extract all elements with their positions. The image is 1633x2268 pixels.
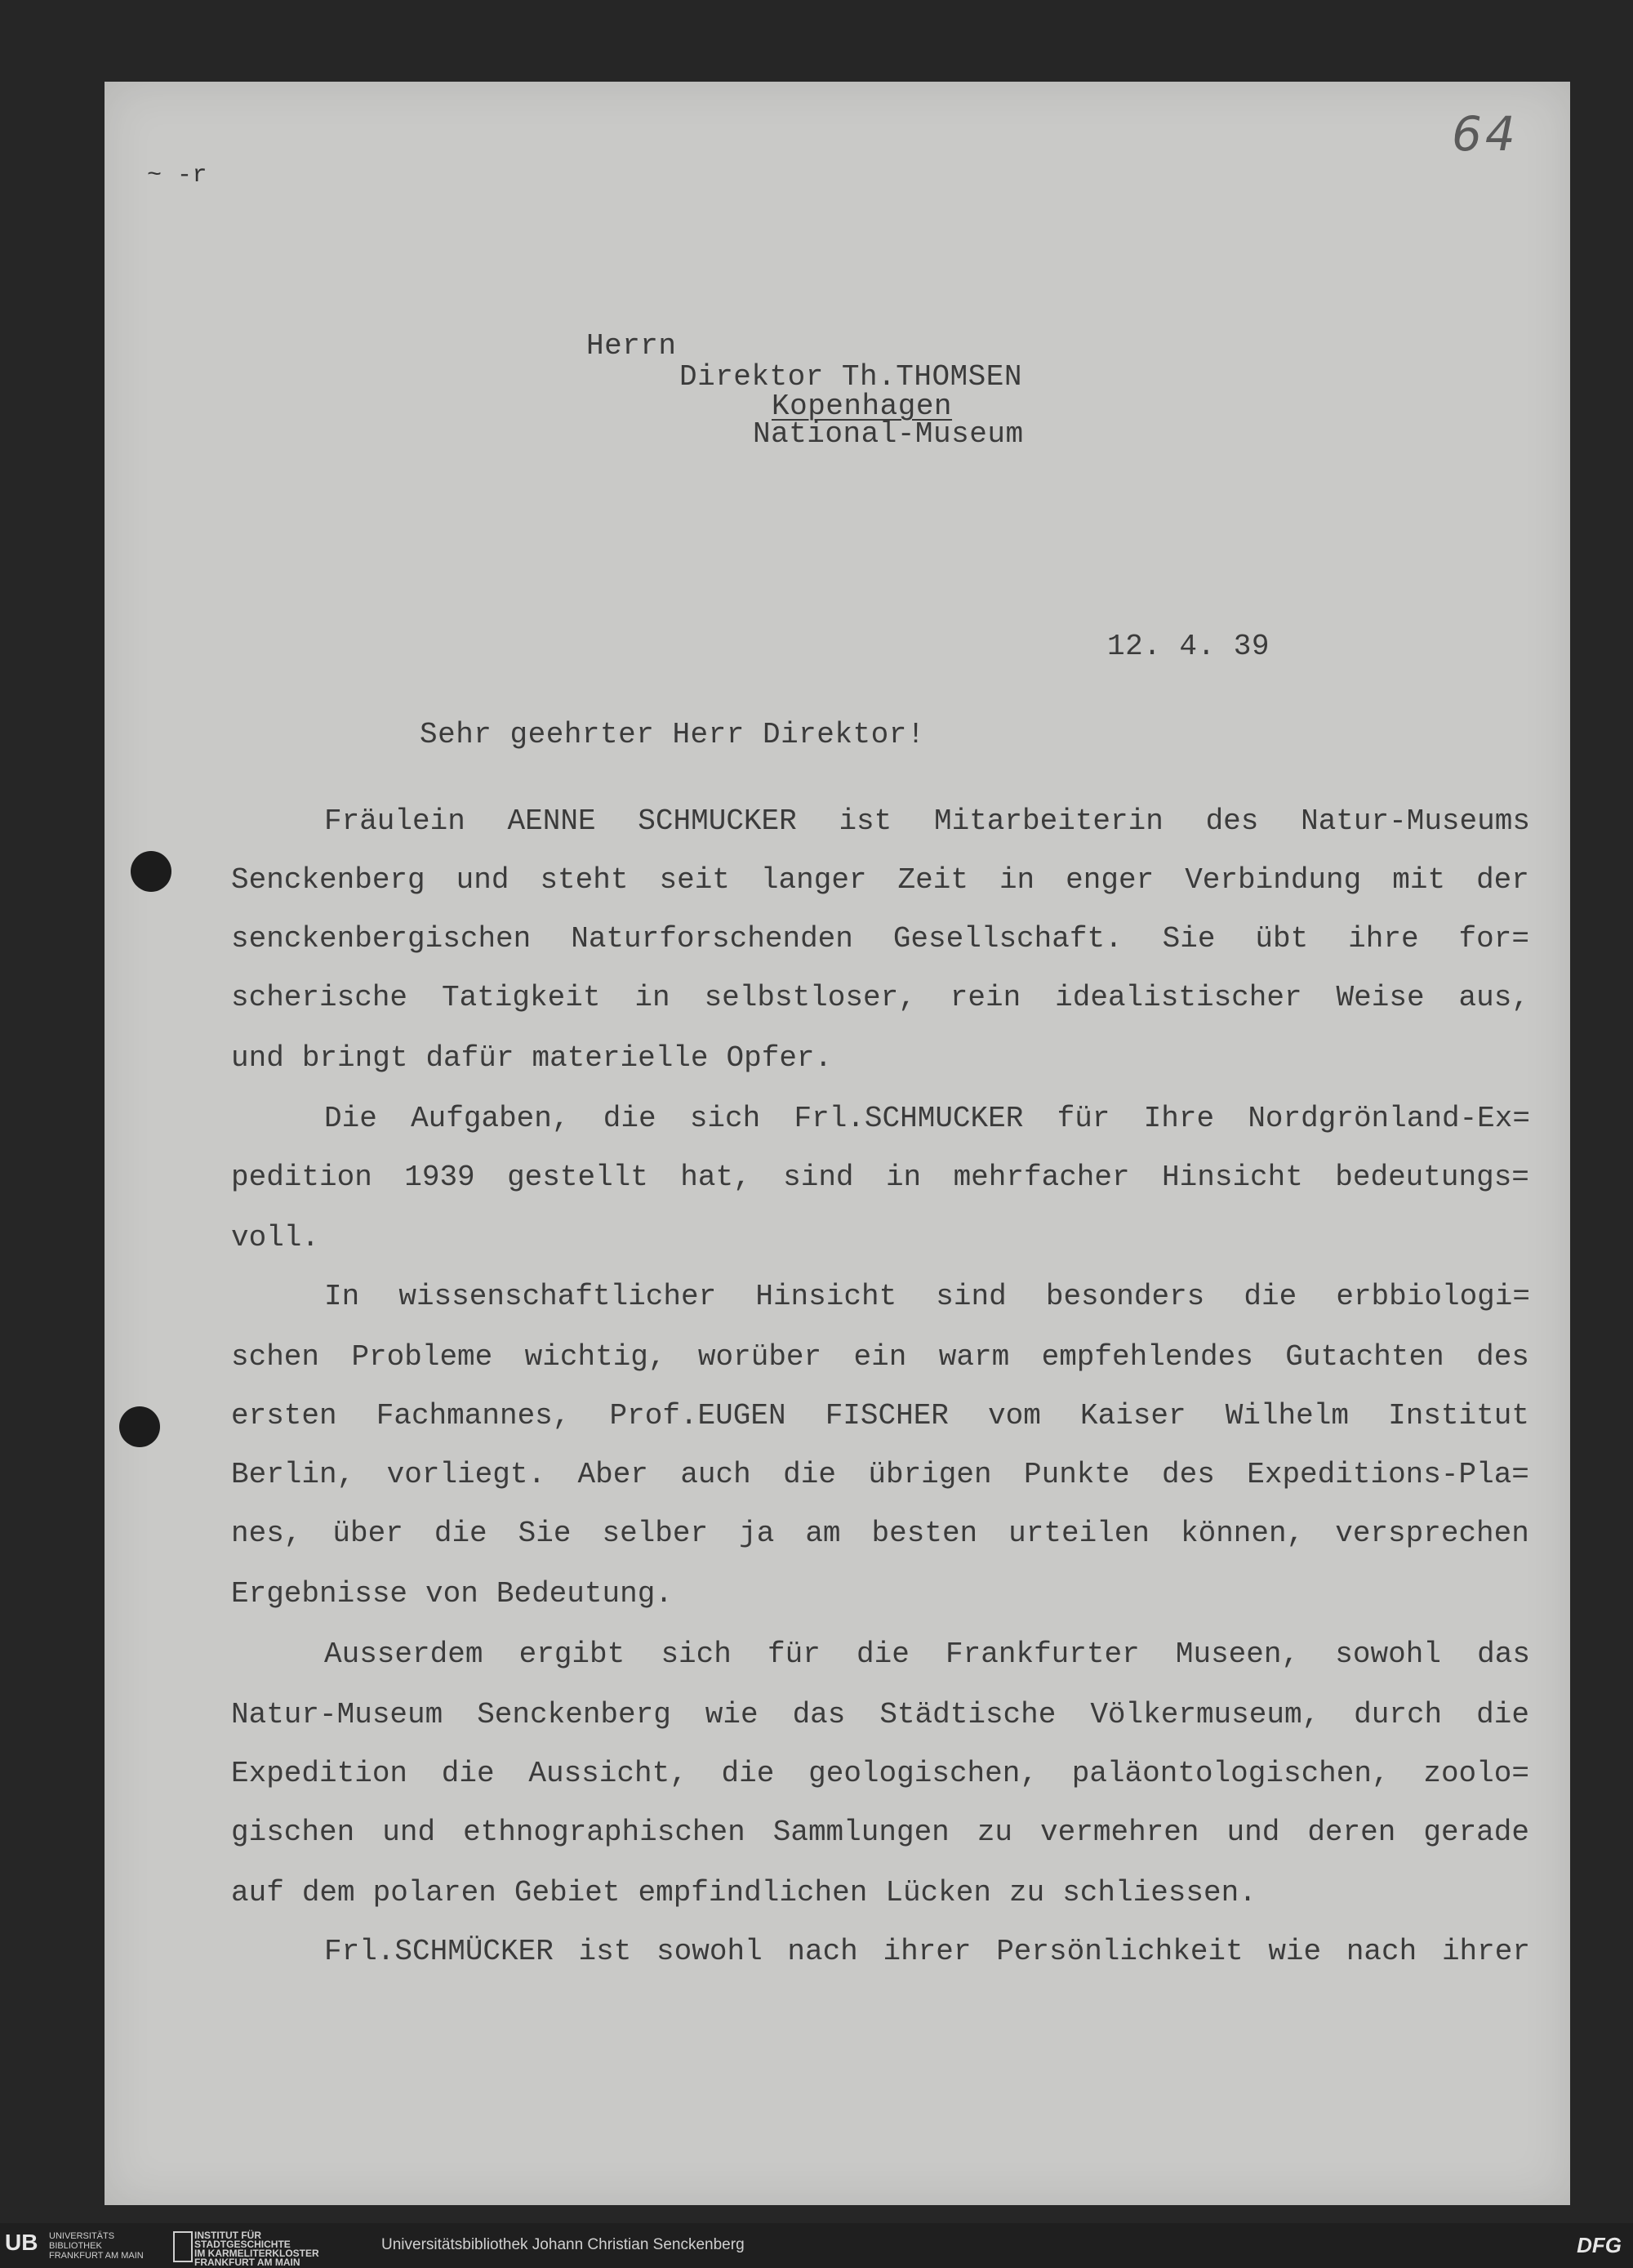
body-line: scherische Tatigkeit in selbstloser, rein idealistischer Weise aus, xyxy=(231,981,1529,1014)
body-line: Ergebnisse von Bedeutung. xyxy=(231,1577,673,1611)
body-line: In wissenschaftlicher Hinsicht sind besonders die erbbiologi= xyxy=(324,1280,1530,1313)
ub-logo: UB xyxy=(5,2230,38,2255)
body-line: Frl.SCHMÜCKER ist sowohl nach ihrer Persönlichkeit wie nach ihrer xyxy=(324,1935,1530,1968)
body-line: Ausserdem ergibt sich für die Frankfurter Museen, sowohl das xyxy=(324,1638,1530,1671)
body-line: Die Aufgaben, die sich Frl.SCHMUCKER für Ihre Nordgrönland-Ex= xyxy=(324,1102,1530,1135)
margin-marks: ~ -r xyxy=(147,162,208,189)
body-line: senckenbergischen Naturforschenden Gesellschaft. Sie übt ihre for= xyxy=(231,922,1529,956)
body-line: Berlin, vorliegt. Aber auch die übrigen Punkte des Expeditions-Pla= xyxy=(231,1458,1529,1491)
address-line-3: Kopenhagen xyxy=(772,390,953,423)
address-line-4: National-Museum xyxy=(753,417,1024,451)
dfg-logo: DFG xyxy=(1577,2233,1622,2257)
body-line: Expedition die Aussicht, die geologischen, paläontologischen, zoolo= xyxy=(231,1757,1529,1790)
letter-date: 12. 4. 39 xyxy=(1107,630,1270,663)
body-line: Natur-Museum Senckenberg wie das Städtische Völkermuseum, durch die xyxy=(231,1698,1529,1731)
library-name: Universitätsbibliothek Johann Christian Senckenberg xyxy=(381,2236,745,2253)
footer-bar xyxy=(0,2223,1633,2268)
body-line: schen Probleme wichtig, worüber ein warm empfehlendes Gutachten des xyxy=(231,1340,1529,1374)
address-line-1: Herrn xyxy=(586,329,677,363)
address-line-2: Direktor Th.THOMSEN xyxy=(679,360,1022,394)
institute-logo-text: INSTITUT FÜR STADTGESCHICHTE IM KARMELITERKLOSTER FRANKFURT AM MAIN xyxy=(194,2230,319,2268)
body-line: voll. xyxy=(231,1221,320,1254)
ub-logo-text: UNIVERSITÄTS BIBLIOTHEK FRANKFURT AM MAIN xyxy=(49,2231,144,2261)
body-line: auf dem polaren Gebiet empfindlichen Lücken zu schliessen. xyxy=(231,1876,1257,1909)
body-line: Senckenberg und steht seit langer Zeit in enger Verbindung mit der xyxy=(231,863,1529,897)
body-line: pedition 1939 gestellt hat, sind in mehrfacher Hinsicht bedeutungs= xyxy=(231,1161,1529,1194)
body-line: ersten Fachmannes, Prof.EUGEN FISCHER vom Kaiser Wilhelm Institut xyxy=(231,1399,1529,1433)
salutation: Sehr geehrter Herr Direktor! xyxy=(420,718,925,751)
institute-logo-icon xyxy=(173,2231,193,2262)
body-line: gischen und ethnographischen Sammlungen zu vermehren und deren gerade xyxy=(231,1816,1529,1849)
punch-hole-top xyxy=(131,851,171,892)
body-line: und bringt dafür materielle Opfer. xyxy=(231,1041,833,1075)
body-line: Fräulein AENNE SCHMUCKER ist Mitarbeiterin des Natur-Museums xyxy=(324,804,1530,838)
body-line: nes, über die Sie selber ja am besten urteilen können, versprechen xyxy=(231,1517,1529,1550)
folio-number: 64 xyxy=(1452,106,1519,162)
punch-hole-bottom xyxy=(119,1406,160,1447)
